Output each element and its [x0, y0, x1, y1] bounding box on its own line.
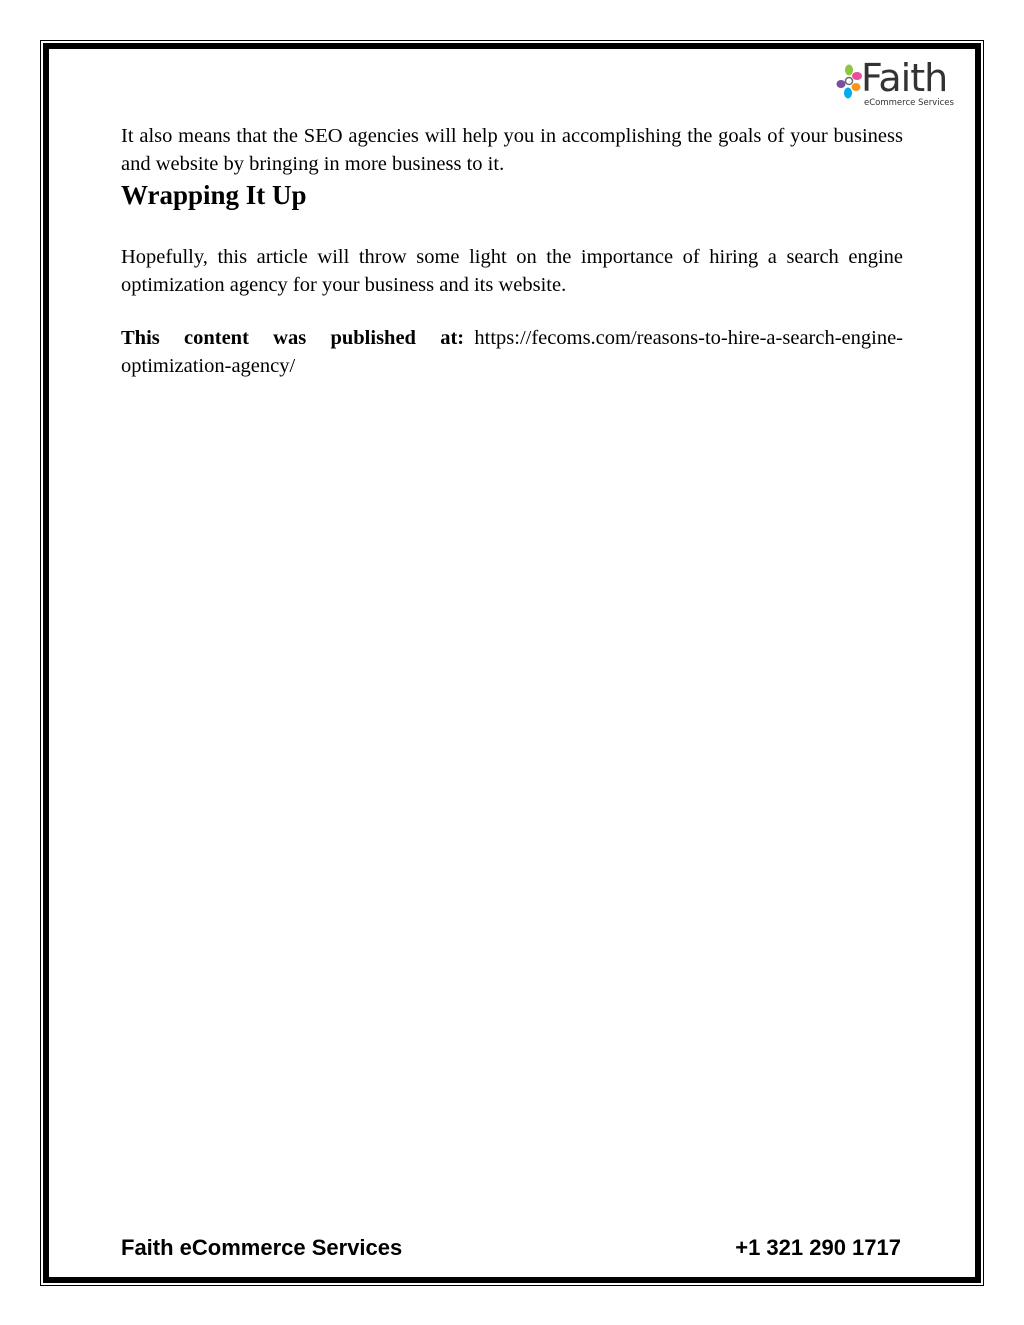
logo-tagline: eCommerce Services	[864, 98, 954, 108]
published-label: This content was published at:	[121, 327, 465, 349]
logo-wordmark: Faith	[861, 56, 948, 100]
article-body	[121, 123, 903, 380]
conclusion-paragraph: Hopefully, this article will throw some light on the importance of hiring a search engine optimization agency for your business and its website.	[121, 246, 903, 296]
section-heading: Wrapping It Up	[121, 180, 307, 210]
company-logo	[836, 56, 960, 110]
published-note	[121, 325, 903, 380]
footer-phone: +1 321 290 1717	[735, 1235, 901, 1260]
flower-icon	[836, 64, 862, 104]
published-link[interactable]: https://fecoms.com/reasons-to-hire-a-search-engine-optimization-agency/	[121, 327, 904, 377]
footer-company: Faith eCommerce Services	[121, 1235, 403, 1260]
intro-paragraph: It also means that the SEO agencies will help you in accomplishing the goals of your business and website by bringing in more business to it.	[121, 125, 903, 175]
